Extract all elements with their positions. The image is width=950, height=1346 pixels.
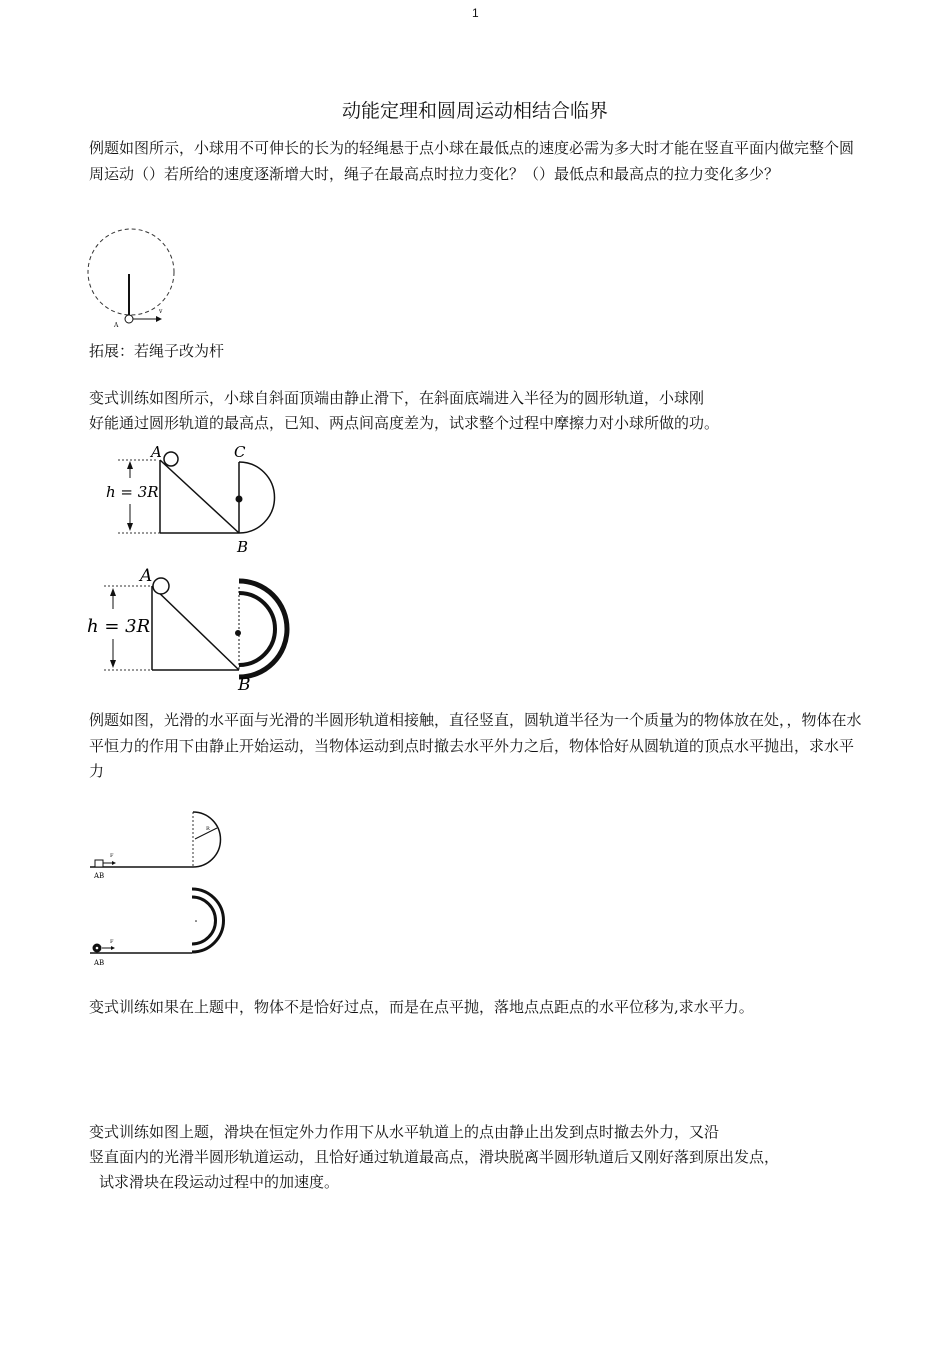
label-a: A [114,322,119,329]
incline-line [152,586,239,670]
variant-3-line-2: 竖直面内的光滑半圆形轨道运动，且恰好通过轨道最高点，滑块脱离半圆形轨道后又刚好落到原出发点， [89,1148,780,1166]
semicircle-track [193,812,220,867]
variant-1-line-1: 变式训练如图所示，小球自斜面顶端由静止滑下，在斜面底端进入半径为的圆形轨道，小球刚 [89,389,705,407]
incline-loop-figure-1 [100,442,290,557]
label-f: F [110,853,114,859]
pendulum-circle-figure [84,226,184,331]
plane-semicircle-figure-1 [88,808,233,883]
ball-circle [125,315,133,323]
variant-2-text: 变式训练如果在上题中，物体不是恰好过点，而是在点平抛，落地点点距点的水平位移为,求水平力。 [89,998,754,1016]
label-c: C [234,443,246,461]
block-rect [95,860,103,867]
semicircle-track [239,462,275,533]
ball-circle [153,578,169,594]
label-v: v [159,308,163,315]
label-ab: AB [94,872,105,880]
velocity-arrowhead [156,316,162,322]
height-label: h = 3R [106,483,159,501]
extension-text: 拓展：若绳子改为杆 [89,342,225,360]
dashed-circle-path [88,229,174,315]
page-title: 动能定理和圆周运动相结合临界 [341,100,608,122]
label-a: A [151,443,162,461]
example-2-text: 例题如图，光滑的水平面与光滑的半圆形轨道相接触，直径竖直，圆轨道半径为一个质量为的物体放在处，，物体在水平恒力的作用下由静止开始运动，当物体运动到点时撤去水平外力之后，物体恰好从圆轨道的顶点水平抛出，求水平力 [89,711,862,780]
center-dot [195,920,197,922]
incline-loop-figure-2 [84,563,299,693]
label-f: F [110,939,114,945]
label-a: A [140,566,153,586]
label-r: R [206,826,210,832]
page-number: 1 [472,6,479,20]
variant-3-line-3: 试求滑块在段运动过程中的加速度。 [99,1173,340,1191]
center-dot [235,630,241,636]
plane-semicircle-figure-2 [88,885,233,970]
variant-1-line-2: 好能通过圆形轨道的最高点，已知、两点间高度差为，试求整个过程中摩擦力对小球所做的功。 [89,414,720,432]
inner-semicircle-track [239,593,275,665]
example-1-text: 例题如图所示，小球用不可伸长的长为的轻绳悬于点小球在最低点的速度必需为多大时才能在竖直平面内做完整个圆周运动（）若所给的速度逐渐增大时，绳子在最高点时拉力变化？（）最低点和最高点的拉力变化多少？ [89,139,855,183]
label-ab: AB [94,959,105,967]
height-label: h = 3R [87,616,151,637]
center-dot [236,496,243,503]
incline-line [160,460,239,533]
label-b: B [238,675,251,695]
variant-3-line-1: 变式训练如图上题，滑块在恒定外力作用下从水平轨道上的点由静止出发到点时撤去外力，又沿 [89,1123,720,1141]
ball-circle [164,452,178,466]
label-b: B [237,538,249,556]
